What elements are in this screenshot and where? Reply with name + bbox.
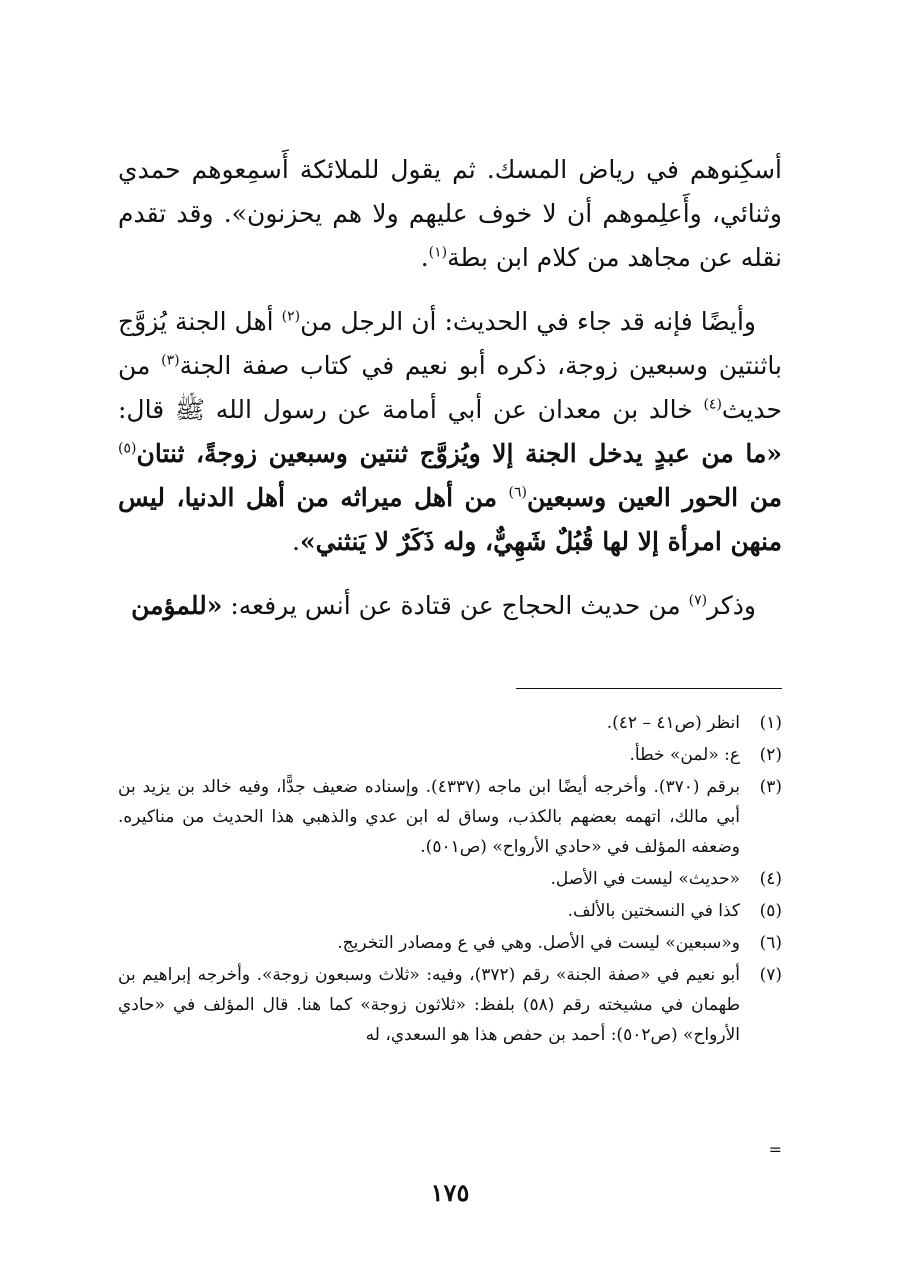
footnote (118, 896, 782, 926)
footnote-text: ع: «لمن» خطأ. (629, 745, 740, 765)
footnote-number: (٢) (759, 745, 782, 765)
paragraph-2-part-a: وأيضًا فإنه قد جاء في الحديث: أن الرجل من (300, 307, 756, 336)
footnote (118, 772, 782, 862)
paragraph-2-part-c: من حديث (118, 351, 782, 424)
footnote-text: و«سبعين» ليست في الأصل. وهي في ع ومصادر التخريج. (337, 933, 740, 953)
footnote-ref-6: (٦) (508, 484, 527, 501)
footnote-number: (٣) (759, 777, 782, 797)
footnote-ref-7: (٧) (688, 592, 708, 609)
paragraph-3-part-b: من حديث الحجاج عن قتادة عن أنس يرفعه: (222, 591, 689, 620)
footnote-ref-4: (٤) (703, 396, 722, 413)
footnote-text: انظر (ص٤١ – ٤٢). (606, 713, 740, 733)
hadith-quote-part-e: «ما من عبدٍ يدخل الجنة إلا ويُزوَّج ثنتين وسبعين زوجةً، ثنتان (136, 439, 782, 468)
hadith-quote-part-f: من الحور العين وسبعين (526, 483, 782, 512)
footnote-number: (٦) (759, 933, 782, 953)
footnote (118, 864, 782, 894)
footnotes (118, 708, 782, 1052)
footnote-text: برقم (٣٧٠). وأخرجه أيضًا ابن ماجه (٤٣٣٧). وإسناده ضعيف جدًّا، وفيه خالد بن يزيد بن أبي مالك، اتهمه بعضهم بالكذب، وساق له ابن عدي والذهبي هذا الحديث من مناكيره. وضعفه المؤلف في «حادي الأرواح» (ص٥٠١). (118, 777, 741, 857)
footnote-ref-2: (٢) (281, 308, 301, 325)
footnote-number: (١) (759, 713, 782, 733)
paragraph-3 (118, 584, 782, 628)
footnote-ref-1: (١) (428, 244, 448, 261)
hadith-quote-start: «للمؤمن (131, 591, 223, 620)
paragraph-2-part-b: أهل الجنة يُزوَّج باثنتين وسبعين زوجة، ذكره أبو نعيم في كتاب صفة الجنة (118, 307, 783, 380)
footnote-continuation-mark: = (768, 1140, 782, 1159)
footnote (118, 960, 782, 1050)
book-page (118, 148, 782, 1258)
page-number: ١٧٥ (430, 1178, 470, 1207)
footnote-number: (٥) (759, 901, 782, 921)
paragraph-1-end: . (420, 243, 429, 272)
hadith-quote-part-g: من أهل ميراثه من أهل الدنيا، ليس منهن امرأة إلا لها قُبُلٌ شَهِيٌّ، وله ذَكَرٌ لا يَنثني» (118, 483, 782, 556)
footnote-text: كذا في النسختين بالألف. (567, 901, 740, 921)
footnote-text: أبو نعيم في «صفة الجنة» رقم (٣٧٢)، وفيه: «ثلاث وسبعون زوجة». وأخرجه إبراهيم بن طهمان في مشيخته رقم (٥٨) بلفظ: «ثلاثون زوجة» كما هنا. قال المؤلف في «حادي الأرواح» (ص٥٠٢): أحمد بن حفص هذا هو السعدي، له (118, 965, 741, 1045)
paragraph-1-text: أسكِنوهم في رياض المسك. ثم يقول للملائكة أَسمِعوهم حمدي وثنائي، وأَعلِموهم أن لا خوف عليهم ولا هم يحزنون». وقد تقدم نقله عن مجاهد من كلام ابن بطة (118, 155, 782, 272)
footnote (118, 708, 782, 738)
footnote-number: (٧) (759, 965, 782, 985)
footnote (118, 740, 782, 770)
footnote-number: (٤) (759, 869, 782, 889)
paragraph-3-part-a: وذكر (707, 591, 756, 620)
paragraph-2 (118, 300, 782, 564)
footnote-ref-3: (٣) (161, 352, 180, 369)
footnote-ref-5: (٥) (118, 440, 137, 457)
footnote (118, 928, 782, 958)
footnote-text: «حديث» ليست في الأصل. (550, 869, 740, 889)
paragraph-2-end: . (292, 527, 300, 556)
paragraph-2-part-d: خالد بن معدان عن أبي أمامة عن رسول الله ﷺ قال: (118, 395, 704, 424)
paragraph-1 (118, 148, 782, 280)
footnote-separator (516, 688, 782, 689)
